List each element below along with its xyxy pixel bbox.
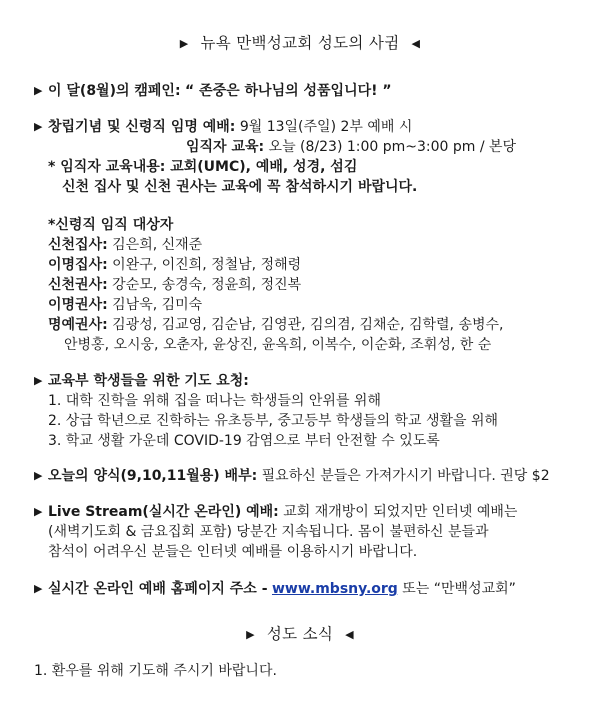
live-text: 교회 재개방이 되었지만 인터넷 예배는 xyxy=(278,504,518,520)
news-title xyxy=(0,622,600,644)
bulletin-label: 오늘의 양식(9,10,11월용) 배부: xyxy=(48,468,258,484)
education-content: * 임직자 교육내용: 교회(UMC), 예배, 성경, 섬김 xyxy=(48,159,358,175)
homepage-link[interactable]: www.mbsny.org xyxy=(271,581,398,597)
education-line xyxy=(186,138,516,156)
targets-title: *신령직 임직 대상자 xyxy=(48,217,174,233)
target-group xyxy=(48,276,301,294)
education-value: 오늘 (8/23) 1:00 pm~3:00 pm / 본당 xyxy=(264,139,517,155)
prayer-item: 2. 상급 학년으로 진학하는 유초등부, 중고등부 학생들의 학교 생활을 위해 xyxy=(48,413,499,429)
group-names: 김남욱, 김미숙 xyxy=(107,297,203,313)
campaign-text: “ 존중은 하나님의 성품입니다! ” xyxy=(185,83,392,99)
bullet-icon: ▶ xyxy=(34,120,43,133)
live-line xyxy=(48,503,517,521)
bullet-icon: ▶ xyxy=(34,582,43,595)
news-title-text: 성도 소식 xyxy=(266,625,334,643)
group-label: 이명집사: xyxy=(48,257,108,273)
group-label: 신천권사: xyxy=(48,277,108,293)
bullet-icon: ▶ xyxy=(34,374,43,387)
group-names: 강순모, 송경숙, 정윤희, 정진복 xyxy=(107,277,302,293)
prayer-item: 3. 학교 생활 가운데 COVID-19 감염으로 부터 안전할 수 있도록 xyxy=(48,433,440,449)
live-text-line: 참석이 어려우신 분들은 인터넷 예배를 이용하시기 바랍니다. xyxy=(48,544,418,560)
education-notice: 신천 집사 및 신천 권사는 교육에 꼭 참석하시기 바랍니다. xyxy=(62,179,418,195)
campaign-line xyxy=(48,82,392,100)
online-suffix: 또는 “만백성교회” xyxy=(397,581,516,597)
page-title-text: 뉴욕 만백성교회 성도의 사귐 xyxy=(200,34,400,52)
group-names: 김광성, 김교영, 김순남, 김영관, 김의겸, 김채순, 김학렬, 송병수, xyxy=(107,317,504,333)
group-label: 명예권사: xyxy=(48,317,108,333)
page-title xyxy=(0,31,600,53)
group-label: 신천집사: xyxy=(48,237,108,253)
live-label: Live Stream(실시간 온라인) 예배: xyxy=(48,504,279,520)
target-group xyxy=(48,316,503,334)
ordination-label: 창립기념 및 신령직 임명 예배: xyxy=(48,119,236,135)
ordination-date: 9월 13일(주일) 2부 예배 시 xyxy=(235,119,413,135)
campaign-label: 이 달(8월)의 캠페인: xyxy=(48,83,181,99)
target-group xyxy=(48,236,202,254)
ordination-line xyxy=(48,118,412,136)
bullet-icon: ▶ xyxy=(34,505,43,518)
online-line xyxy=(48,580,516,598)
right-triangle-icon: ▶ xyxy=(246,628,255,641)
left-triangle-icon: ◀ xyxy=(411,37,421,50)
bullet-icon: ▶ xyxy=(34,84,43,97)
honor-names-continued: 안병홍, 오시웅, 오춘자, 윤상진, 윤옥희, 이복수, 이순화, 조휘성, 한 순 xyxy=(64,337,492,353)
bulletin-line xyxy=(48,467,550,485)
group-names: 김은희, 신재준 xyxy=(107,237,203,253)
group-names: 이완구, 이진희, 정철남, 정해령 xyxy=(107,257,302,273)
right-triangle-icon: ▶ xyxy=(179,37,189,50)
left-triangle-icon: ◀ xyxy=(345,628,354,641)
target-group xyxy=(48,296,202,314)
online-label: 실시간 온라인 예배 홈페이지 주소 - xyxy=(48,581,268,597)
bulletin-text: 필요하신 분들은 가져가시기 바랍니다. 권당 $2 xyxy=(257,468,550,484)
bullet-icon: ▶ xyxy=(34,469,43,482)
prayer-title: 교육부 학생들을 위한 기도 요청: xyxy=(48,373,249,389)
live-text-line: (새벽기도회 & 금요집회 포함) 당분간 지속됩니다. 몸이 불편하신 분들과 xyxy=(48,524,489,540)
news-item: 1. 환우를 위해 기도해 주시기 바랍니다. xyxy=(34,663,277,679)
prayer-item: 1. 대학 진학을 위해 집을 떠나는 학생들의 안위를 위해 xyxy=(48,393,381,409)
group-label: 이명권사: xyxy=(48,297,108,313)
education-label: 임직자 교육: xyxy=(186,139,265,155)
target-group xyxy=(48,256,301,274)
